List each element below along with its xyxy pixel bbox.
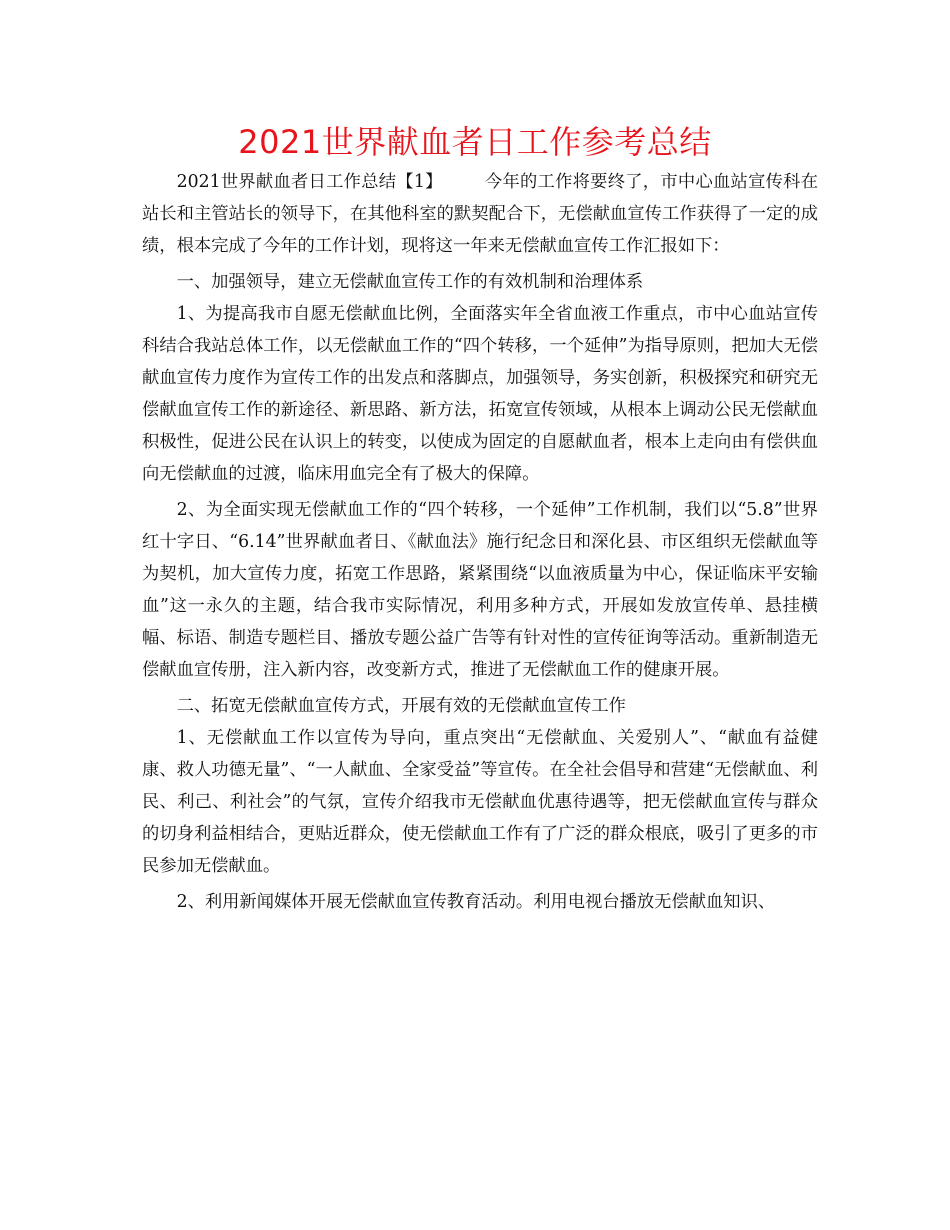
intro-heading: 2021世界献血者日工作总结【1】 xyxy=(176,172,443,192)
document-title: 2021世界献血者日工作参考总结 xyxy=(238,123,712,161)
section-heading-2: 二、拓宽无偿献血宣传方式，开展有效的无偿献血宣传工作 xyxy=(176,696,626,716)
intro-paragraph xyxy=(142,166,818,262)
paragraph: 2、利用新闻媒体开展无偿献血宣传教育活动。利用电视台播放无偿献血知识、 xyxy=(176,892,776,912)
paragraph: 1、为提高我市自愿无偿献血比例，全面落实年全省血液工作重点，市中心血站宣传科结合我站总体工作，以无偿献血工作的“四个转移，一个延伸”为指导原则，把加大无偿献血宣传力度作为宣传工作的出发点和落脚点，加强领导，务实创新，积极探究和研究无偿献血宣传工作的新途径、新思路、新方法，拓宽宣传领域，从根本上调动公民无偿献血积极性，促进公民在认识上的转变，以使成为固定的自愿献血者，根本上走向由有偿供血向无偿献血的过渡，临床用血完全有了极大的保障。 xyxy=(142,304,818,484)
paragraph: 2、为全面实现无偿献血工作的“四个转移，一个延伸”工作机制，我们以“5.8”世界红十字日、“6.14”世界献血者日、《献血法》施行纪念日和深化县、市区组织无偿献血等为契机，加大宣传力度，拓宽工作思路，紧紧围绕“以血液质量为中心，保证临床平安输血”这一永久的主题，结合我市实际情况，利用多种方式，开展如发放宣传单、悬挂横幅、标语、制造专题栏目、播放专题公益广告等有针对性的宣传征询等活动。重新制造无偿献血宣传册，注入新内容，改变新方式，推进了无偿献血工作的健康开展。 xyxy=(142,500,818,680)
paragraph-text: 今年的工作将要终了，市中心血站宣传科在站长和主管站长的领导下，在其他科室的默契配合下，无偿献血宣传工作获得了一定的成绩，根本完成了今年的工作计划，现将这一年来无偿献血宣传工作汇报如下： xyxy=(142,172,818,256)
paragraph: 1、无偿献血工作以宣传为导向，重点突出“无偿献血、关爱别人”、“献血有益健康、救人功德无量”、“一人献血、全家受益”等宣传。在全社会倡导和营建“无偿献血、利民、利己、利社会”的气氛，宣传介绍我市无偿献血优惠待遇等，把无偿献血宣传与群众的切身利益相结合，更贴近群众，使无偿献血工作有了广泛的群众根底，吸引了更多的市民参加无偿献血。 xyxy=(142,728,818,876)
document-body xyxy=(142,166,818,918)
section-heading-1: 一、加强领导，建立无偿献血宣传工作的有效机制和治理体系 xyxy=(176,272,644,292)
